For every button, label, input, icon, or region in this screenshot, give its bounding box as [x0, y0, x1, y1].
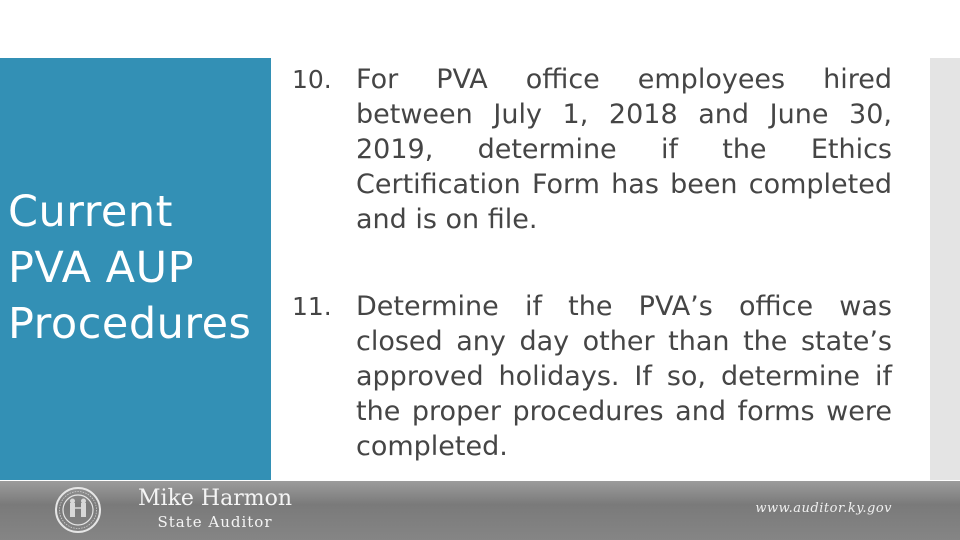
- procedure-number: 11.: [292, 292, 332, 321]
- footer-bar: [0, 481, 960, 540]
- footer-name: Mike Harmon: [138, 486, 292, 511]
- procedure-number: 10.: [292, 65, 332, 94]
- footer-url: www.auditor.ky.gov: [755, 501, 892, 516]
- slide-title-line-2: PVA AUP: [8, 243, 194, 293]
- procedure-text: Determine if the PVA’s office was closed any day other than the state’s approved holidays. If so, determine if the proper procedures and forms were completed.: [356, 291, 892, 462]
- procedure-item-11: [292, 289, 892, 464]
- kentucky-seal-icon: [40, 486, 116, 534]
- slide-title-line-1: Current: [8, 187, 174, 237]
- footer-role: State Auditor: [157, 513, 273, 531]
- procedure-list: [292, 62, 892, 464]
- right-accent-bar: [930, 58, 960, 480]
- slide-title-line-3: Procedures: [8, 299, 252, 349]
- procedure-text: For PVA office employees hired between July 1, 2018 and June 30, 2019, determine if the Ethics Certification Form has been completed and is on file.: [356, 64, 892, 235]
- slide-title: [8, 184, 270, 352]
- procedure-item-10: [292, 62, 892, 237]
